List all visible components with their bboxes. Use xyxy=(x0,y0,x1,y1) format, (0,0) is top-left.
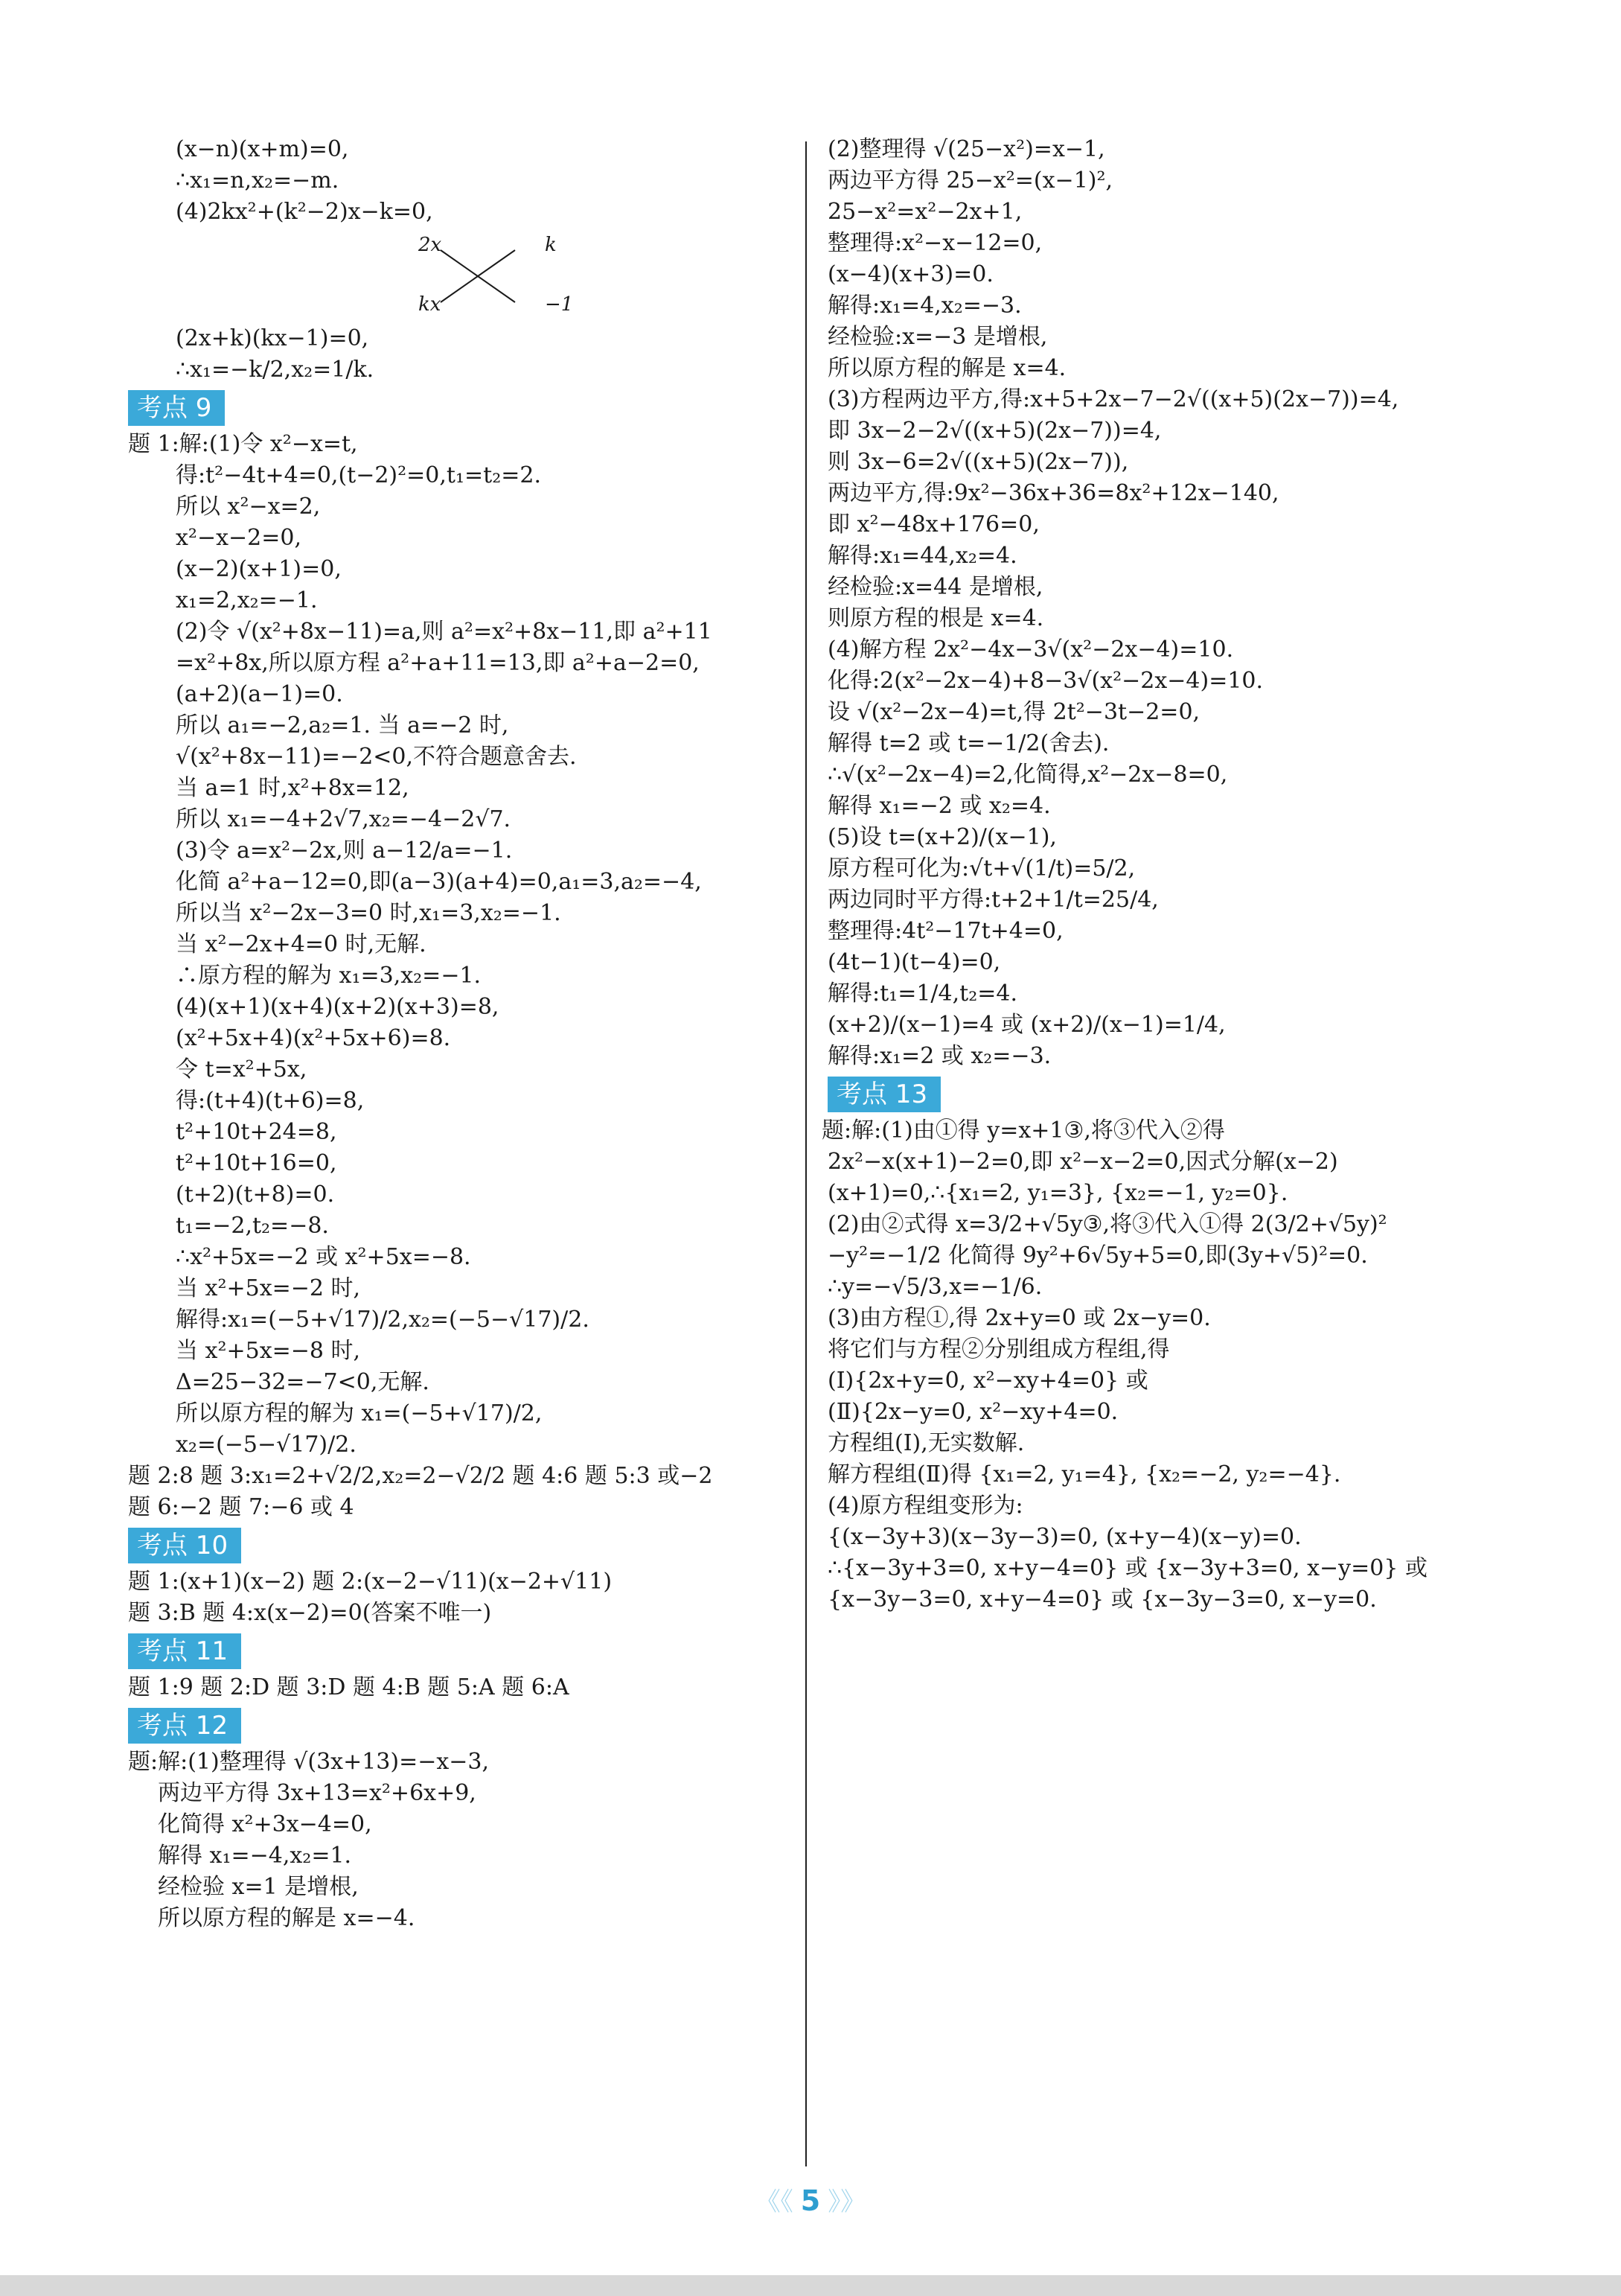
footer-right-chevrons: 》》 xyxy=(828,2187,866,2217)
text-line: (4t−1)(t−4)=0, xyxy=(828,949,1001,975)
text-line: 当 x²+5x=−8 时, xyxy=(176,1338,361,1364)
text-line: 化简 a²+a−12=0,即(a−3)(a+4)=0,a₁=3,a₂=−4, xyxy=(176,869,702,895)
text-line: 25−x²=x²−2x+1, xyxy=(828,199,1023,225)
text-line: x₂=(−5−√17)/2. xyxy=(176,1432,357,1458)
text-line: 则 3x−6=2√((x+5)(2x−7)), xyxy=(828,449,1129,475)
text-line: (2)令 √(x²+8x−11)=a,则 a²=x²+8x−11,即 a²+11 xyxy=(176,619,712,645)
text-line: (2)由②式得 x=3/2+√5y③,将③代入①得 2(3/2+√5y)² xyxy=(828,1211,1387,1237)
text-line: 两边平方,得:9x²−36x+36=8x²+12x−140, xyxy=(828,480,1279,506)
text-line: 题:解:(1)整理得 √(3x+13)=−x−3, xyxy=(128,1749,490,1775)
cross-label: k xyxy=(545,234,557,256)
text-line: 两边平方得 3x+13=x²+6x+9, xyxy=(158,1780,476,1806)
text-line: 整理得:x²−x−12=0, xyxy=(828,230,1043,256)
text-line: 化得:2(x²−2x−4)+8−3√(x²−2x−4)=10. xyxy=(828,668,1264,694)
text-line: 所以原方程的解是 x=−4. xyxy=(158,1905,415,1931)
text-line: ∴y=−√5/3,x=−1/6. xyxy=(828,1274,1043,1300)
text-line: 经检验:x=−3 是增根, xyxy=(828,324,1048,350)
text-line: (2x+k)(kx−1)=0, xyxy=(176,325,369,351)
text-line: ∴x₁=−k/2,x₂=1/k. xyxy=(176,357,374,383)
section-label: 考点 10 xyxy=(128,1528,241,1563)
text-line: (4)原方程组变形为: xyxy=(828,1493,1023,1519)
page-number: 5 xyxy=(800,2184,821,2217)
text-line: 解得:x₁=(−5+√17)/2,x₂=(−5−√17)/2. xyxy=(176,1307,589,1333)
text-line: (t+2)(t+8)=0. xyxy=(176,1182,335,1208)
text-line: 当 x²−2x+4=0 时,无解. xyxy=(176,931,426,957)
text-line: 原方程可化为:√t+√(1/t)=5/2, xyxy=(828,855,1136,881)
text-line: 解得:x₁=4,x₂=−3. xyxy=(828,293,1022,319)
text-line: 题 1:9 题 2:D 题 3:D 题 4:B 题 5:A 题 6:A xyxy=(128,1674,569,1700)
text-line: ∴√(x²−2x−4)=2,化简得,x²−2x−8=0, xyxy=(828,762,1228,788)
text-line: (3)由方程①,得 2x+y=0 或 2x−y=0. xyxy=(828,1305,1211,1331)
text-line: 两边平方得 25−x²=(x−1)², xyxy=(828,168,1113,194)
text-line: 所以原方程的解是 x=4. xyxy=(828,355,1067,381)
section-label: 考点 12 xyxy=(128,1708,241,1744)
text-line: 解得:x₁=44,x₂=4. xyxy=(828,543,1017,569)
text-line: 方程组(Ⅰ),无实数解. xyxy=(828,1430,1025,1456)
cross-label: 2x xyxy=(418,234,442,256)
text-line: 所以当 x²−2x−3=0 时,x₁=3,x₂=−1. xyxy=(176,900,561,926)
section-label: 考点 13 xyxy=(828,1077,941,1112)
text-line: 所以 x²−x=2, xyxy=(176,494,321,520)
page-footer xyxy=(0,2181,1621,2218)
text-line: 所以 a₁=−2,a₂=1. 当 a=−2 时, xyxy=(176,712,509,739)
text-line: 题 1:(x+1)(x−2) 题 2:(x−2−√11)(x−2+√11) xyxy=(128,1569,613,1595)
text-line: t₁=−2,t₂=−8. xyxy=(176,1213,329,1239)
text-line: 解得:t₁=1/4,t₂=4. xyxy=(828,980,1017,1007)
cross-label: −1 xyxy=(545,293,574,316)
section-label: 考点 11 xyxy=(128,1633,241,1669)
text-line: 题 3:B 题 4:x(x−2)=0(答案不唯一) xyxy=(128,1600,492,1626)
text-line: 将它们与方程②分别组成方程组,得 xyxy=(828,1336,1170,1362)
text-line: 整理得:4t²−17t+4=0, xyxy=(828,918,1064,944)
text-line: 经检验:x=44 是增根, xyxy=(828,574,1043,600)
right-column xyxy=(822,134,1512,1616)
text-line: (Ⅰ){2x+y=0, x²−xy+4=0} 或 xyxy=(828,1368,1148,1394)
text-line: 则原方程的根是 x=4. xyxy=(828,605,1044,631)
text-line: 当 x²+5x=−2 时, xyxy=(176,1275,361,1301)
text-line: 题 1:解:(1)令 x²−x=t, xyxy=(128,431,358,457)
text-line: (x+2)/(x−1)=4 或 (x+2)/(x−1)=1/4, xyxy=(828,1012,1226,1038)
text-line: (a+2)(a−1)=0. xyxy=(176,681,343,707)
text-line: 两边同时平方得:t+2+1/t=25/4, xyxy=(828,887,1159,913)
text-line: 得:(t+4)(t+6)=8, xyxy=(176,1088,365,1114)
text-line: 题 6:−2 题 7:−6 或 4 xyxy=(128,1494,354,1520)
text-line: Δ=25−32=−7<0,无解. xyxy=(176,1369,429,1395)
text-line: ∴x₁=n,x₂=−m. xyxy=(176,168,339,194)
text-line: (4)(x+1)(x+4)(x+2)(x+3)=8, xyxy=(176,994,499,1020)
footer-left-chevrons: 《《 xyxy=(755,2187,793,2217)
text-line: (x²+5x+4)(x²+5x+6)=8. xyxy=(176,1025,451,1051)
text-line: ∴{x−3y+3=0, x+y−4=0} 或 {x−3y+3=0, x−y=0} 或 xyxy=(828,1555,1427,1581)
text-line: (4)2kx²+(k²−2)x−k=0, xyxy=(176,199,433,225)
text-line: 解得 t=2 或 t=−1/2(舍去). xyxy=(828,730,1110,756)
text-line: x₁=2,x₂=−1. xyxy=(176,587,318,613)
text-line: −y²=−1/2 化简得 9y²+6√5y+5=0,即(3y+√5)²=0. xyxy=(828,1243,1368,1269)
text-line: 2x²−x(x+1)−2=0,即 x²−x−2=0,因式分解(x−2) xyxy=(828,1149,1338,1175)
column-divider xyxy=(805,141,807,2166)
text-line: (5)设 t=(x+2)/(x−1), xyxy=(828,824,1057,850)
text-line: 当 a=1 时,x²+8x=12, xyxy=(176,775,409,801)
scan-bottom-strip xyxy=(0,2275,1621,2296)
text-line: 得:t²−4t+4=0,(t−2)²=0,t₁=t₂=2. xyxy=(176,462,541,488)
text-line: 化简得 x²+3x−4=0, xyxy=(158,1811,372,1837)
text-line: (2)整理得 √(25−x²)=x−1, xyxy=(828,136,1105,162)
text-line: {(x−3y+3)(x−3y−3)=0, (x+y−4)(x−y)=0. xyxy=(828,1524,1302,1550)
text-line: 题:解:(1)由①得 y=x+1③,将③代入②得 xyxy=(822,1117,1225,1144)
text-line: (x−4)(x+3)=0. xyxy=(828,261,994,287)
text-line: 解得:x₁=2 或 x₂=−3. xyxy=(828,1043,1052,1069)
text-line: 解得 x₁=−4,x₂=1. xyxy=(158,1843,352,1869)
section-label: 考点 9 xyxy=(128,390,225,426)
text-line: 经检验 x=1 是增根, xyxy=(158,1874,359,1900)
text-line: ∴原方程的解为 x₁=3,x₂=−1. xyxy=(176,963,482,989)
text-line: t²+10t+16=0, xyxy=(176,1150,337,1176)
left-column xyxy=(128,134,790,1934)
text-line: (x+1)=0,∴{x₁=2, y₁=3}, {x₂=−1, y₂=0}. xyxy=(828,1180,1288,1206)
text-line: √(x²+8x−11)=−2<0,不符合题意舍去. xyxy=(176,744,577,770)
text-line: (3)令 a=x²−2x,则 a−12/a=−1. xyxy=(176,838,513,864)
text-line: (4)解方程 2x²−4x−3√(x²−2x−4)=10. xyxy=(828,637,1234,663)
text-line: 所以 x₁=−4+2√7,x₂=−4−2√7. xyxy=(176,806,511,832)
text-line: 题 2:8 题 3:x₁=2+√2/2,x₂=2−√2/2 题 4:6 题 5:3 或−2 xyxy=(128,1463,713,1489)
text-line: =x²+8x,所以原方程 a²+a+11=13,即 a²+a−2=0, xyxy=(176,650,700,676)
text-line: 令 t=x²+5x, xyxy=(176,1056,307,1082)
text-line: 即 x²−48x+176=0, xyxy=(828,511,1040,538)
cross-label: kx xyxy=(418,293,441,316)
text-line: 所以原方程的解为 x₁=(−5+√17)/2, xyxy=(176,1400,543,1426)
cross-multiplication-diagram xyxy=(128,228,790,323)
text-line: (x−2)(x+1)=0, xyxy=(176,556,342,582)
text-line: 解方程组(Ⅱ)得 {x₁=2, y₁=4}, {x₂=−2, y₂=−4}. xyxy=(828,1461,1341,1487)
text-line: (3)方程两边平方,得:x+5+2x−7−2√((x+5)(2x−7))=4, xyxy=(828,386,1399,412)
text-line: (Ⅱ){2x−y=0, x²−xy+4=0. xyxy=(828,1399,1119,1425)
text-line: {x−3y−3=0, x+y−4=0} 或 {x−3y−3=0, x−y=0. xyxy=(828,1587,1377,1613)
text-line: ∴x²+5x=−2 或 x²+5x=−8. xyxy=(176,1244,471,1270)
text-line: 解得 x₁=−2 或 x₂=4. xyxy=(828,793,1051,819)
text-line: 设 √(x²−2x−4)=t,得 2t²−3t−2=0, xyxy=(828,699,1200,725)
text-line: t²+10t+24=8, xyxy=(176,1119,337,1145)
text-line: (x−n)(x+m)=0, xyxy=(176,136,349,162)
text-line: 即 3x−2−2√((x+5)(2x−7))=4, xyxy=(828,418,1162,444)
text-line: x²−x−2=0, xyxy=(176,525,301,551)
